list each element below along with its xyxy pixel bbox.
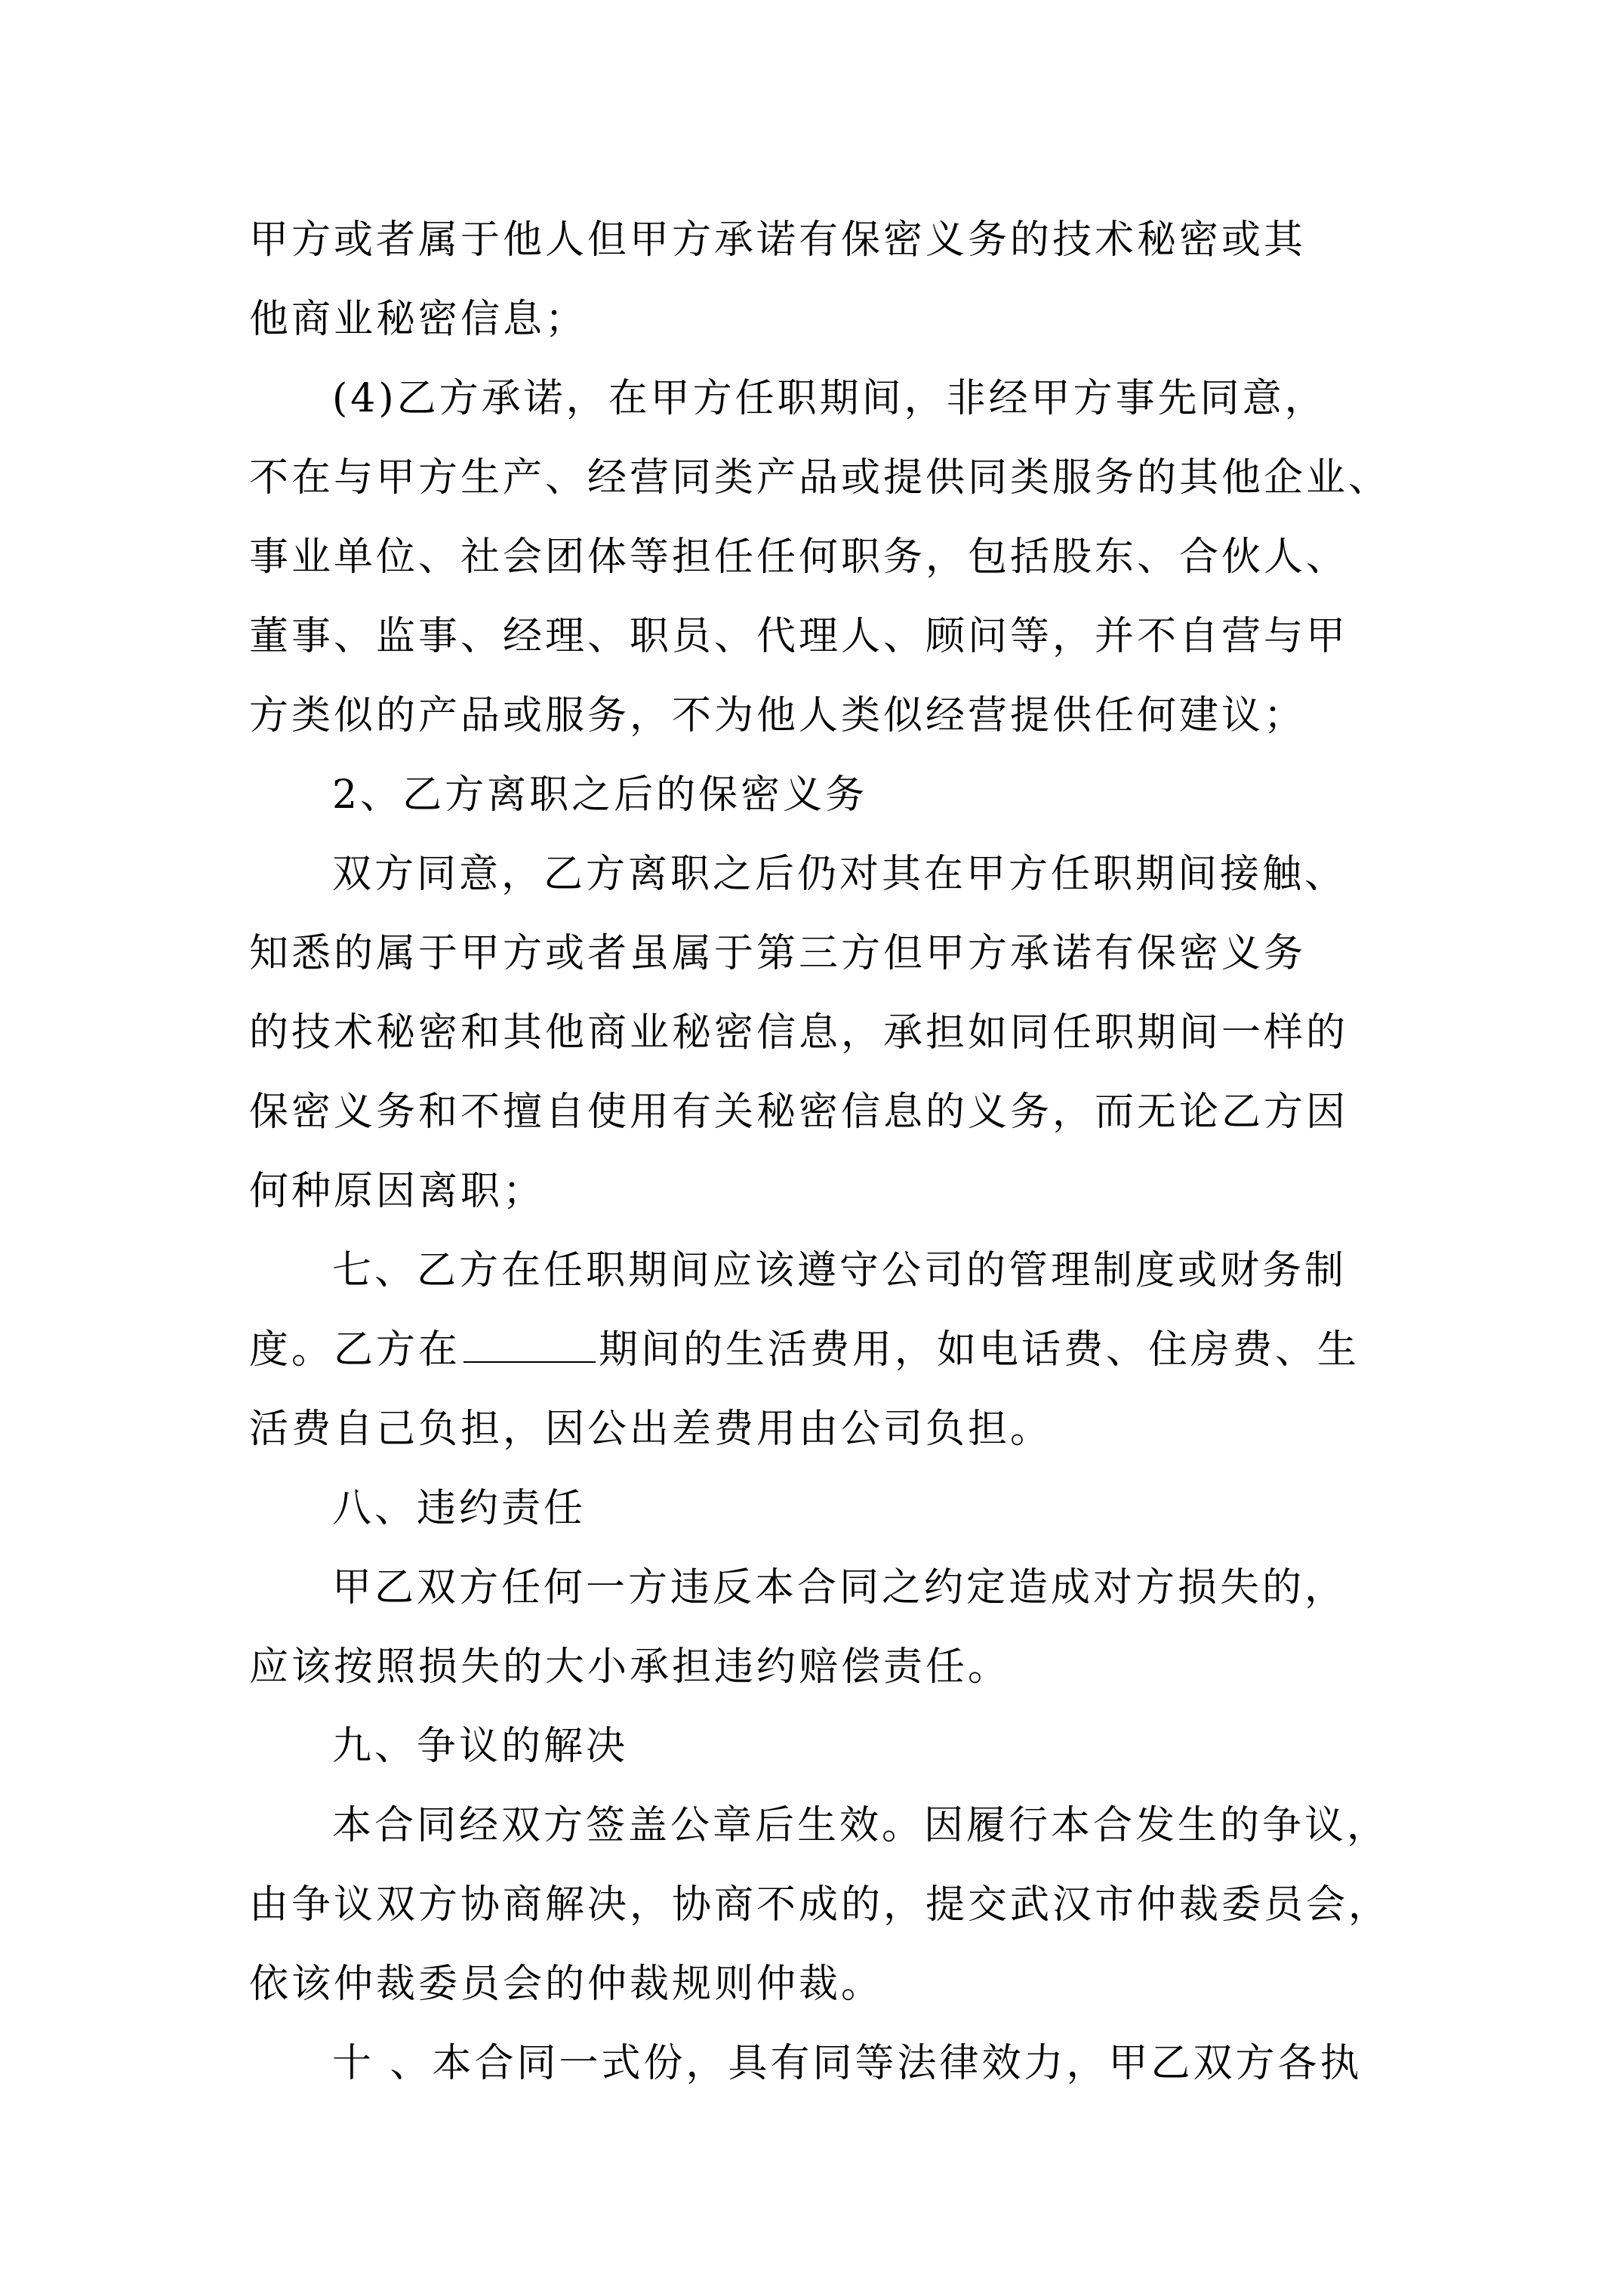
text-line: 甲乙双方任何一方违反本合同之约定造成对方损失的，: [332, 1565, 1347, 1610]
text-line: 事业单位、社会团体等担任任何职务，包括股东、合伙人、: [249, 535, 1349, 580]
text-line: 本合同经双方签盖公章后生效。因履行本合发生的争议，: [332, 1803, 1390, 1848]
section-heading: 八、违约责任: [332, 1486, 587, 1531]
text-line: 何种原因离职；: [249, 1169, 546, 1214]
fill-in-blank: [463, 1330, 596, 1363]
text-line: 他商业秘密信息；: [249, 297, 588, 342]
text-line: 活费自己负担，因公出差费用由公司负担。: [249, 1407, 1053, 1452]
text-line: 保密义务和不擅自使用有关秘密信息的义务，而无论乙方因: [249, 1089, 1349, 1135]
section-heading: 2、乙方离职之后的保密义务: [332, 772, 868, 818]
text-line: 由争议双方协商解决，协商不成的，提交武汉市仲裁委员会，: [249, 1882, 1391, 1928]
text-line: 方类似的产品或服务，不为他人类似经营提供任何建议；: [249, 693, 1307, 738]
text-line: 不在与甲方生产、经营同类产品或提供同类服务的其他企业、: [249, 455, 1391, 501]
text-line: (4)乙方承诺，在甲方任职期间，非经甲方事先同意，: [332, 376, 1327, 421]
text-line: 七、乙方在任职期间应该遵守公司的管理制度或财务制: [332, 1248, 1347, 1293]
text-line: 双方同意，乙方离职之后仍对其在甲方任职期间接触、: [332, 852, 1347, 897]
text-line: 的技术秘密和其他商业秘密信息，承担如同任职期间一样的: [249, 1010, 1349, 1056]
text-line: 依该仲裁委员会的仲裁规则仲裁。: [249, 1962, 884, 2007]
section-heading: 九、争议的解决: [332, 1724, 629, 1769]
text-line: 知悉的属于甲方或者虽属于第三方但甲方承诺有保密义务: [249, 931, 1307, 976]
text-line: 十 、本合同一式份，具有同等法律效力，甲乙双方各执: [332, 2041, 1363, 2086]
text-line-with-blank: [249, 1327, 1360, 1373]
text-line: 甲方或者属于他人但甲方承诺有保密义务的技术秘密或其: [249, 217, 1307, 263]
text-line: 董事、监事、经理、职员、代理人、顾问等，并不自营与甲: [249, 614, 1349, 659]
text-fragment: 度。乙方在: [249, 1327, 461, 1373]
text-line: 应该按照损失的大小承担违约赔偿责任。: [249, 1644, 1011, 1690]
text-fragment: 期间的生活费用，如电话费、住房费、生: [599, 1327, 1360, 1373]
